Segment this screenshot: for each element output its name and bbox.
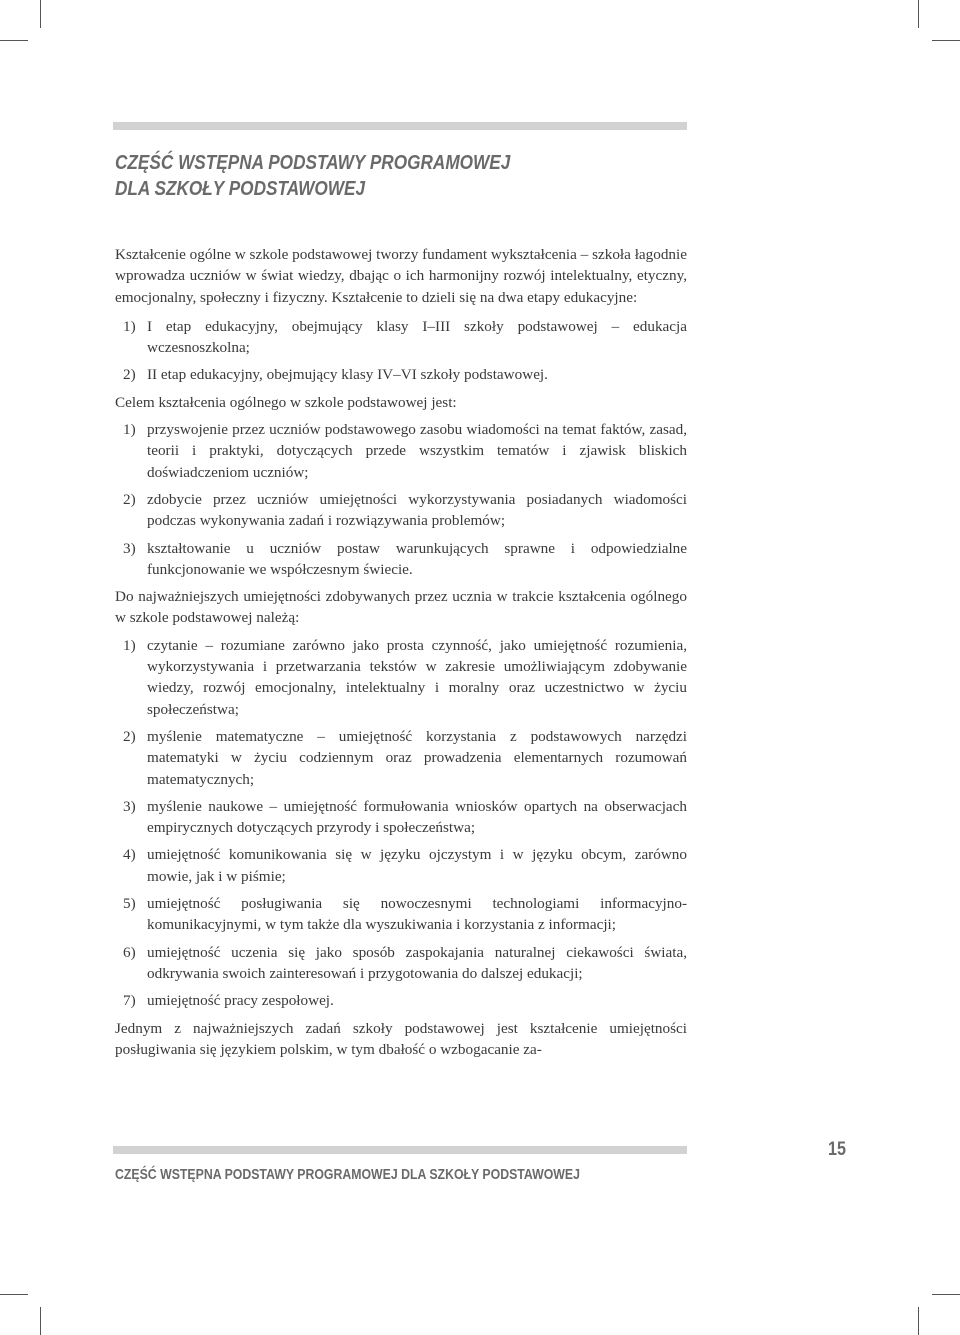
crop-mark-bottom-left	[40, 1307, 41, 1335]
list-number: 2)	[123, 366, 136, 384]
chapter-heading	[115, 150, 597, 202]
top-rule	[113, 122, 687, 130]
list-text: kształtowanie u uczniów postaw warunkujących sprawne i odpowiedzialne funkcjonowanie we współczesnym świecie.	[147, 539, 687, 578]
list-item	[115, 893, 687, 936]
goals-lead: Celem kształcenia ogólnego w szkole podstawowej jest:	[115, 393, 457, 411]
list-text: czytanie – rozumiane zarówno jako prosta czynność, jako umiejętność rozumienia, wykorzystywania i przetwarzania tekstów w zakresie umożliwiającym zdobywanie wiedzy, rozwój emocjonalny, intelektualny i moralny oraz uczestnictwo w życiu społeczeństwa;	[147, 636, 687, 718]
list-number: 1)	[123, 317, 136, 335]
list-text: II etap edukacyjny, obejmujący klasy IV–VI szkoły podstawowej.	[147, 366, 548, 384]
list-item	[115, 419, 687, 483]
list-number: 1)	[123, 421, 136, 439]
list-text: myślenie naukowe – umiejętność formułowania wniosków opartych na obserwacjach empirycznych dotyczących przyrody i społeczeństwa;	[147, 797, 687, 837]
crop-mark-top-left	[40, 0, 41, 28]
bottom-rule	[113, 1146, 687, 1154]
skills-list	[115, 635, 687, 1012]
list-item	[115, 942, 687, 985]
list-item	[115, 635, 687, 720]
list-number: 1)	[123, 636, 136, 654]
chapter-heading-line-2: DLA SZKOŁY PODSTAWOWEJ	[115, 178, 366, 200]
intro-paragraph: Kształcenie ogólne w szkole podstawowej tworzy fundament wykształcenia – szkoła łagodnie wprowadza uczniów w świat wiedzy, dbając o ich harmonijny rozwój intelektualny, etyczny, emocjonalny, społeczny i fizyczny. Kształcenie to dzieli się na dwa etapy edukacyjne:	[115, 246, 687, 306]
list-text: umiejętność komunikowania się w języku ojczystym i w języku obcym, zarówno mowie, jak i w piśmie;	[147, 846, 687, 885]
crop-mark-bottom-left-h	[0, 1294, 28, 1295]
list-text: umiejętność posługiwania się nowoczesnymi technologiami informacyjno-komunikacyjnymi, w tym także dla wyszukiwania i korzystania z informacji;	[147, 895, 687, 934]
crop-mark-top-left-h	[0, 40, 28, 41]
list-item	[115, 538, 687, 581]
list-text: umiejętność pracy zespołowej.	[147, 992, 334, 1010]
list-item	[115, 489, 687, 532]
crop-mark-bottom-right	[918, 1307, 919, 1335]
list-text: umiejętność uczenia się jako sposób zaspokajania naturalnej ciekawości świata, odkrywania swoich zainteresowań i przygotowania do dalszej edukacji;	[147, 943, 687, 982]
list-item	[115, 726, 687, 790]
list-number: 5)	[123, 895, 136, 913]
closing-paragraph: Jednym z najważniejszych zadań szkoły podstawowej jest kształcenie umiejętności posługiwania się językiem polskim, w tym dbałość o wzbogacanie za-	[115, 1019, 687, 1058]
crop-mark-top-right	[918, 0, 919, 28]
list-number: 2)	[123, 490, 136, 508]
list-item	[115, 796, 687, 839]
list-text: przyswojenie przez uczniów podstawowego zasobu wiadomości na temat faktów, zasad, teorii i praktyki, dotyczących przede wszystkim tematów i zjawisk bliskich doświadczeniom uczniów;	[147, 421, 687, 481]
goals-list	[115, 419, 687, 580]
stages-list	[115, 316, 687, 386]
chapter-heading-line-1: CZĘŚĆ WSTĘPNA PODSTAWY PROGRAMOWEJ	[115, 152, 511, 174]
crop-mark-bottom-right-h	[932, 1294, 960, 1295]
body-text	[115, 244, 687, 1066]
list-number: 4)	[123, 846, 136, 864]
list-text: I etap edukacyjny, obejmujący klasy I–III szkoły podstawowej – edukacja wczesnoszkolna;	[147, 317, 687, 357]
list-number: 2)	[123, 727, 136, 745]
list-number: 7)	[123, 992, 136, 1010]
list-item	[115, 364, 687, 385]
crop-mark-top-right-h	[932, 40, 960, 41]
list-number: 3)	[123, 539, 136, 557]
skills-lead: Do najważniejszych umiejętności zdobywanych przez ucznia w trakcie kształcenia ogólnego w szkole podstawowej należą:	[115, 588, 687, 627]
page-number: 15	[828, 1139, 846, 1160]
list-item	[115, 990, 687, 1011]
list-number: 6)	[123, 943, 136, 961]
running-footer: CZĘŚĆ WSTĘPNA PODSTAWY PROGRAMOWEJ DLA SZKOŁY PODSTAWOWEJ	[115, 1166, 580, 1183]
list-item	[115, 844, 687, 887]
list-text: myślenie matematyczne – umiejętność korzystania z podstawowych narzędzi matematyki w życiu codziennym oraz prowadzenia elementarnych rozumowań matematycznych;	[147, 727, 687, 788]
list-number: 3)	[123, 797, 136, 815]
list-item	[115, 316, 687, 359]
list-text: zdobycie przez uczniów umiejętności wykorzystywania posiadanych wiadomości podczas wykonywania zadań i rozwiązywania problemów;	[147, 490, 687, 530]
